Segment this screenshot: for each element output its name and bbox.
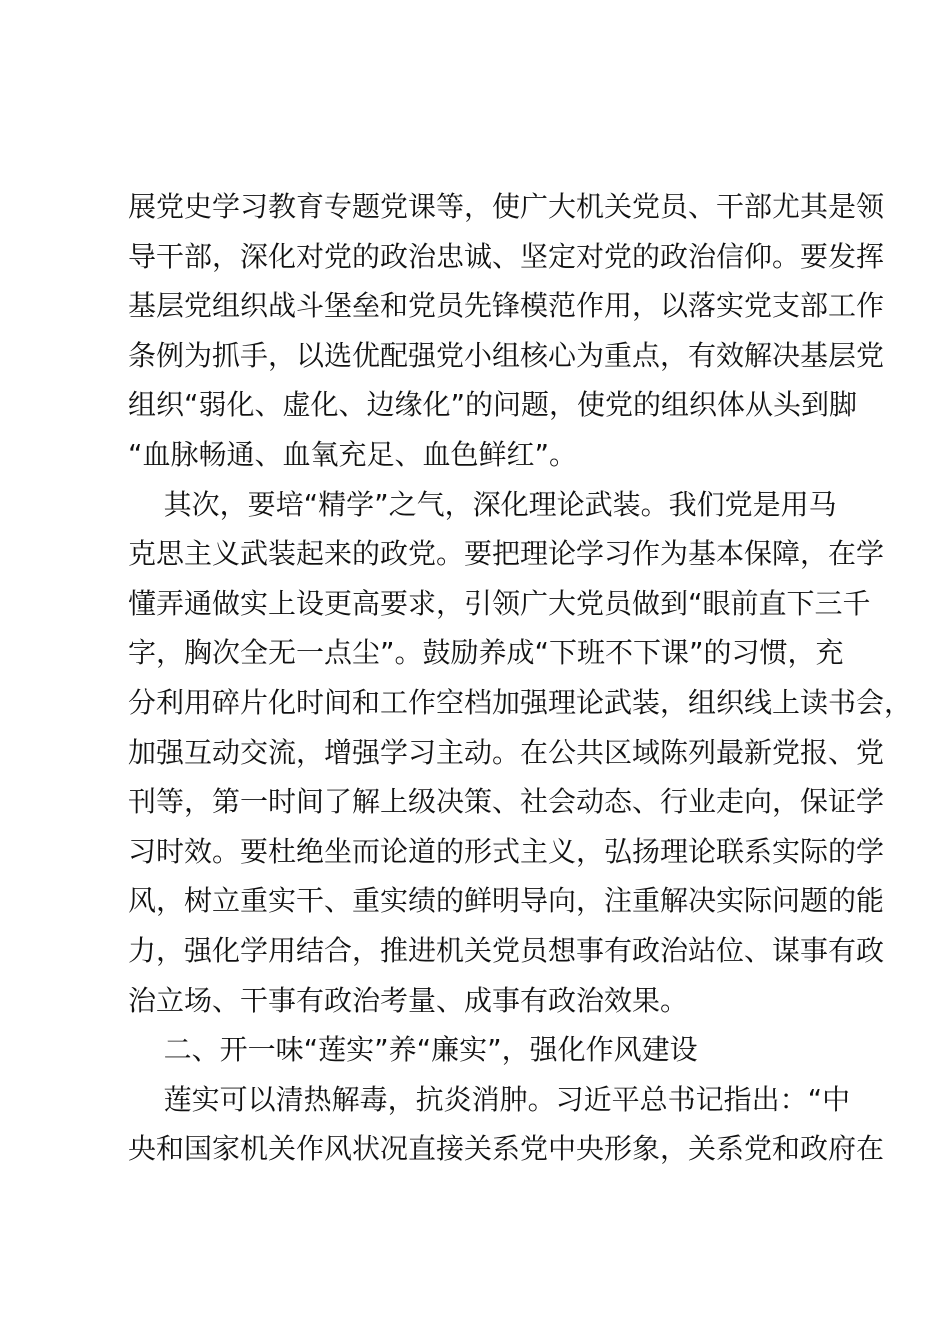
text-line: 字，胸次全无一点尘”。鼓励养成“下班不下课”的习惯，充 bbox=[128, 636, 844, 670]
text-line: “血脉畅通、血氧充足、血色鲜红”。 bbox=[128, 437, 578, 471]
text-line: 组织“弱化、虚化、边缘化”的问题，使党的组织体从头到脚 bbox=[128, 388, 858, 422]
text-line: 央和国家机关作风状况直接关系党中央形象，关系党和政府在 bbox=[128, 1132, 885, 1166]
text-line: 力，强化学用结合，推进机关党员想事有政治站位、谋事有政 bbox=[128, 933, 885, 967]
text-line: 治立场、干事有政治考量、成事有政治效果。 bbox=[128, 983, 689, 1017]
text-line: 条例为抓手，以选优配强党小组核心为重点，有效解决基层党 bbox=[128, 338, 885, 372]
body-text bbox=[128, 182, 913, 1174]
text-line: 基层党组织战斗堡垒和党员先锋模范作用，以落实党支部工作 bbox=[128, 289, 885, 323]
text-line: 导干部，深化对党的政治忠诚、坚定对党的政治信仰。要发挥 bbox=[128, 239, 885, 273]
text-line: 展党史学习教育专题党课等，使广大机关党员、干部尤其是领 bbox=[128, 190, 885, 223]
text-line: 莲实可以清热解毒，抗炎消肿。习近平总书记指出：“中 bbox=[128, 1082, 851, 1116]
text-line: 习时效。要杜绝坐而论道的形式主义，弘扬理论联系实际的学 bbox=[128, 834, 885, 868]
text-line: 加强互动交流，增强学习主动。在公共区域陈列最新党报、党 bbox=[128, 735, 885, 769]
text-line: 其次，要培“精学”之气，深化理论武装。我们党是用马 bbox=[128, 487, 837, 521]
text-line: 分利用碎片化时间和工作空档加强理论武装，组织线上读书会， bbox=[128, 685, 913, 719]
text-line: 刊等，第一时间了解上级决策、社会动态、行业走向，保证学 bbox=[128, 785, 885, 819]
text-line: 风，树立重实干、重实绩的鲜明导向，注重解决实际问题的能 bbox=[128, 884, 885, 918]
section-heading: 二、开一味“莲实”养“廉实”，强化作风建设 bbox=[128, 1033, 698, 1067]
text-line: 克思主义武装起来的政党。要把理论学习作为基本保障，在学 bbox=[128, 537, 885, 571]
text-line: 懂弄通做实上设更高要求，引领广大党员做到“眼前直下三千 bbox=[128, 586, 871, 620]
